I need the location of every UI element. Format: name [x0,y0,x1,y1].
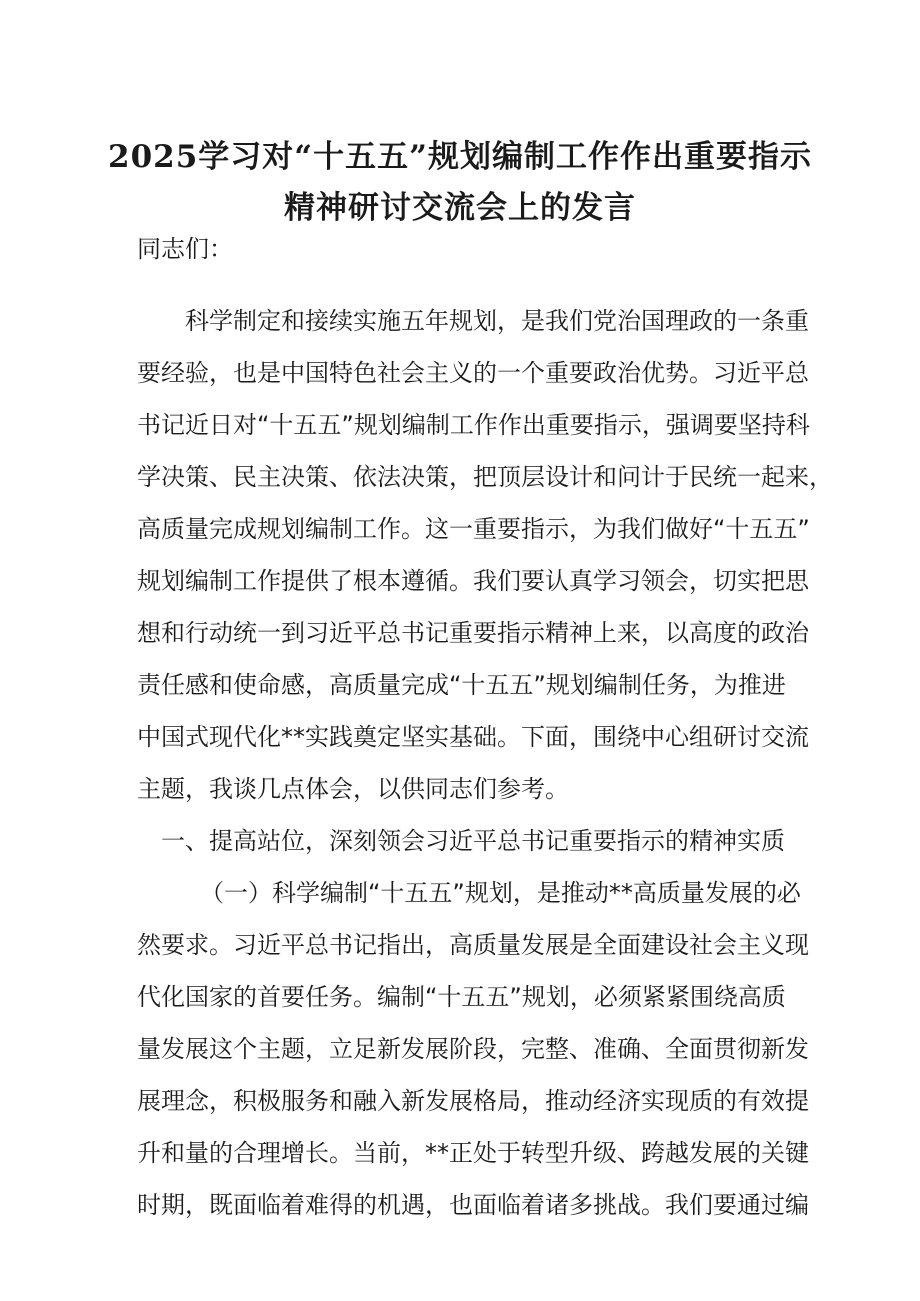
body-line: 科学制定和接续实施五年规划，是我们党治国理政的一条重 [185,307,809,335]
document-title-line-1: 2025学习对“十五五”规划编制工作作出重要指示 [108,139,812,175]
body-line: 高质量完成规划编制工作。这一重要指示，为我们做好“十五五” [137,515,810,543]
body-line: 时期，既面临着难得的机遇，也面临着诸多挑战。我们要通过编 [137,1191,809,1219]
body-line: 责任感和使命感，高质量完成“十五五”规划编制任务，为推进 [137,671,786,699]
section-heading: 一、提高站位，深刻领会习近平总书记重要指示的精神实质 [161,827,785,855]
body-line: 代化国家的首要任务。编制“十五五”规划，必须紧紧围绕高质 [137,983,786,1011]
body-line: 书记近日对“十五五”规划编制工作作出重要指示，强调要坚持科 [137,411,810,439]
body-line: 主题，我谈几点体会，以供同志们参考。 [137,775,569,803]
body-line: 升和量的合理增长。当前，**正处于转型升级、跨越发展的关键 [137,1139,809,1167]
body-line: 学决策、民主决策、依法决策，把顶层设计和问计于民统一起来， [137,463,833,491]
body-line: 要经验，也是中国特色社会主义的一个重要政治优势。习近平总 [137,359,809,387]
document-title-line-2: 精神研讨交流会上的发言 [284,190,636,226]
body-line: 中国式现代化**实践奠定坚实基础。下面，围绕中心组研讨交流 [137,723,809,751]
body-line: 想和行动统一到习近平总书记重要指示精神上来，以高度的政治 [137,619,809,647]
subsection-heading-line: （一）科学编制“十五五”规划，是推动**高质量发展的必 [200,879,801,907]
salutation: 同志们： [137,235,233,263]
body-line: 然要求。习近平总书记指出，高质量发展是全面建设社会主义现 [137,931,809,959]
body-line: 展理念，积极服务和融入新发展格局，推动经济实现质的有效提 [137,1087,809,1115]
body-line: 规划编制工作提供了根本遵循。我们要认真学习领会，切实把思 [137,567,809,595]
body-line: 量发展这个主题，立足新发展阶段，完整、准确、全面贯彻新发 [137,1035,809,1063]
